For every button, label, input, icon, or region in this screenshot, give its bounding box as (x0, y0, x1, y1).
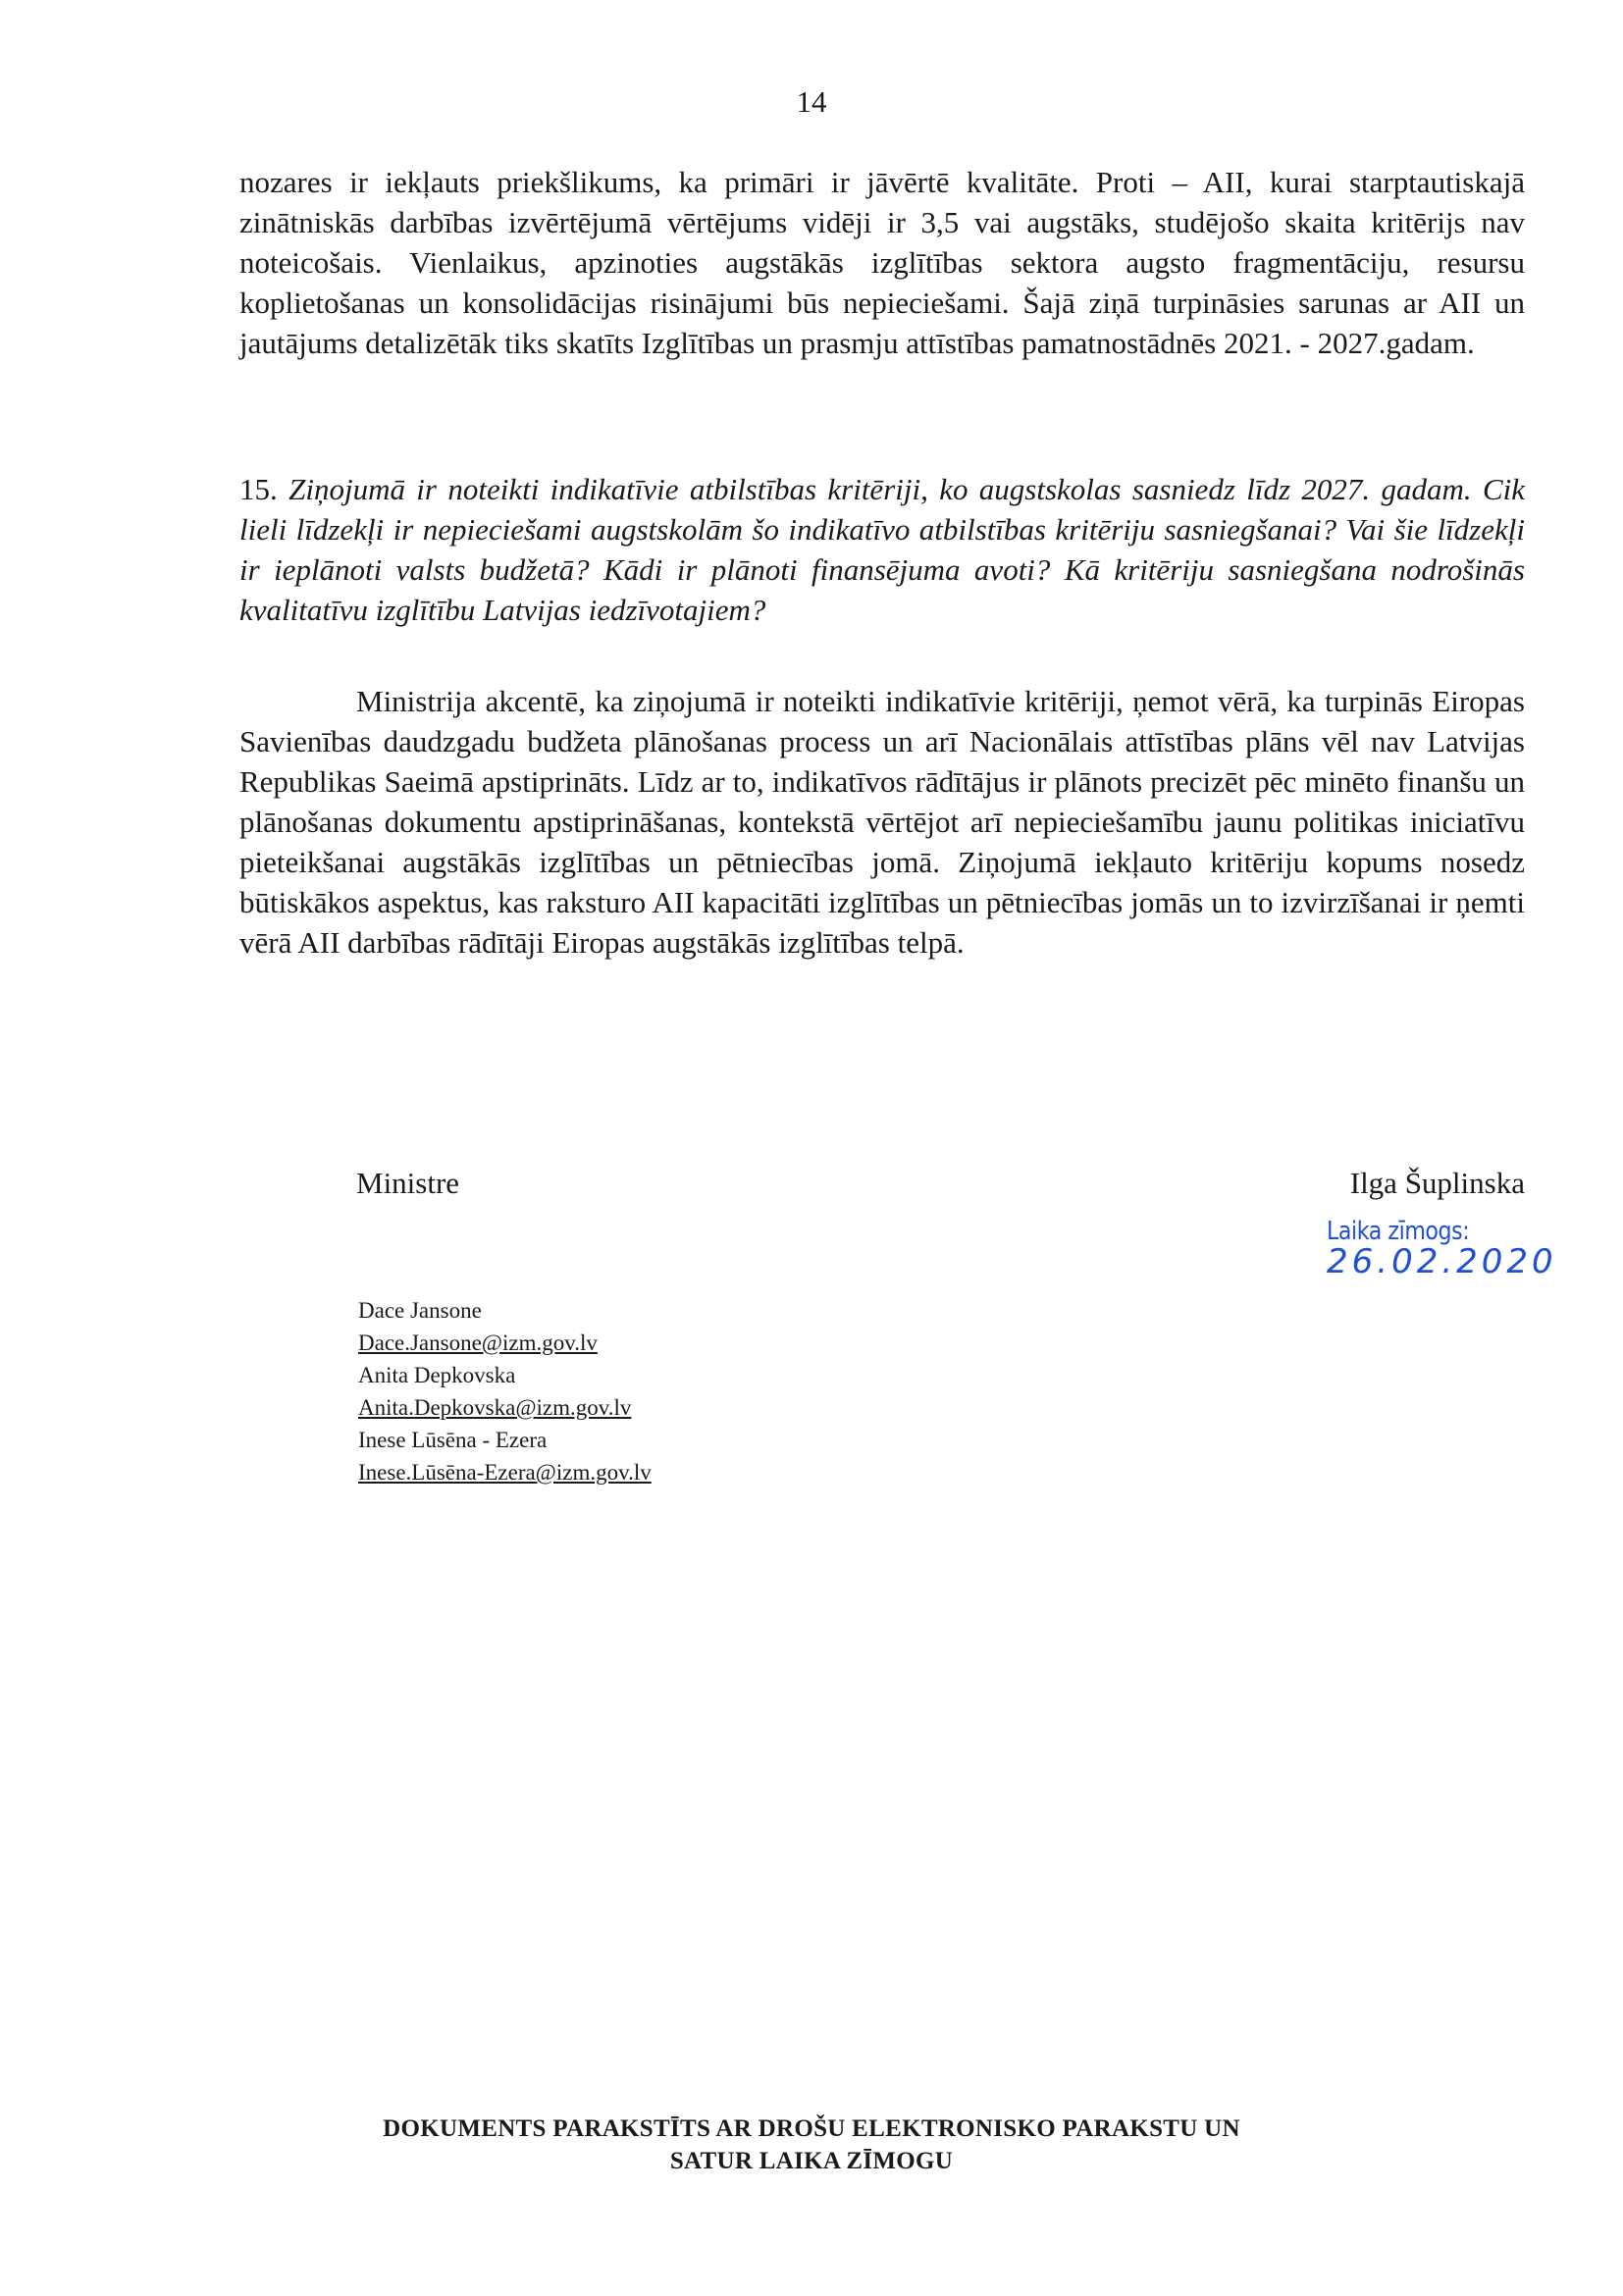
signature-notice (0, 2113, 1623, 2177)
signature-notice-line-1: DOKUMENTS PARAKSTĪTS AR DROŠU ELEKTRONISKO PARAKSTU UN (383, 2115, 1240, 2142)
question-paragraph (239, 469, 1525, 630)
time-stamp-date: 26.02.2020 (1327, 1242, 1557, 1281)
contact-email-link[interactable]: Inese.Lūsēna-Ezera@izm.gov.lv (358, 1460, 652, 1485)
contact-email-link[interactable]: Dace.Jansone@izm.gov.lv (358, 1331, 598, 1355)
question-text: Ziņojumā ir noteikti indikatīvie atbilstības kritēriji, ko augstskolas sasniedz līdz 2027. gadam. Cik lieli līdzekļi ir nepieciešami augstskolām šo indikatīvo atbilstības kritēriju sasniegšanai? Vai šie līdzekļi ir ieplānoti valsts budžetā? Kādi ir plānoti finansējuma avoti? Kā kritēriju sasniegšana nodrošinās kvalitatīvu izglītību Latvijas iedzīvotajiem? (239, 472, 1525, 627)
contact-name: Dace Jansone (358, 1298, 482, 1323)
contact-name: Anita Depkovska (358, 1363, 516, 1387)
signature-notice-line-2: SATUR LAIKA ZĪMOGU (669, 2148, 954, 2174)
contact-name: Inese Lūsēna - Ezera (358, 1428, 548, 1452)
time-stamp-label: Laika zīmogs: (1327, 1217, 1470, 1246)
ministry-answer-paragraph: Ministrija akcentē, ka ziņojumā ir noteikti indikatīvie kritēriji, ņemot vērā, ka turpinās Eiropas Savienības daudzgadu budžeta plānošanas process un arī Nacionālais attīstības plāns vēl nav Latvijas Republikas Saeimā apstiprināts. Līdz ar to, indikatīvos rādītājus ir plānots precizēt pēc minēto finanšu un plānošanas dokumentu apstiprināšanas, kontekstā vērtējot arī nepieciešamību jaunu politikas iniciatīvu pieteikšanai augstākās izglītības un pētniecības jomā. Ziņojumā iekļauto kritēriju kopums nosedz būtiskākos aspektus, kas raksturo AII kapacitāti izglītības un pētniecības jomās un to izvirzīšanai ir ņemti vērā AII darbības rādītāji Eiropas augstākās izglītības telpā. (239, 684, 1525, 960)
contact-email-link[interactable]: Anita.Depkovska@izm.gov.lv (358, 1395, 632, 1420)
time-stamp (1327, 1217, 1557, 1281)
signatory-name: Ilga Šuplinska (1349, 1166, 1525, 1200)
question-number: 15. (239, 472, 278, 506)
signatory-role: Ministre (356, 1166, 460, 1200)
contact-list (358, 1294, 652, 1488)
page-number: 14 (796, 84, 827, 119)
paragraph-continuation: nozares ir iekļauts priekšlikums, ka primāri ir jāvērtē kvalitāte. Proti – AII, kurai starptautiskajā zinātniskās darbības izvērtējumā vērtējums vidēji ir 3,5 vai augstāks, studējošo skaita kritērijs nav noteicošais. Vienlaikus, apzinoties augstākās izglītības sektora augsto fragmentāciju, resursu koplietošanas un konsolidācijas risinājumi būs nepieciešami. Šajā ziņā turpināsies sarunas ar AII un jautājums detalizētāk tiks skatīts Izglītības un prasmju attīstības pamatnostādnēs 2021. - 2027.gadam. (239, 165, 1525, 360)
